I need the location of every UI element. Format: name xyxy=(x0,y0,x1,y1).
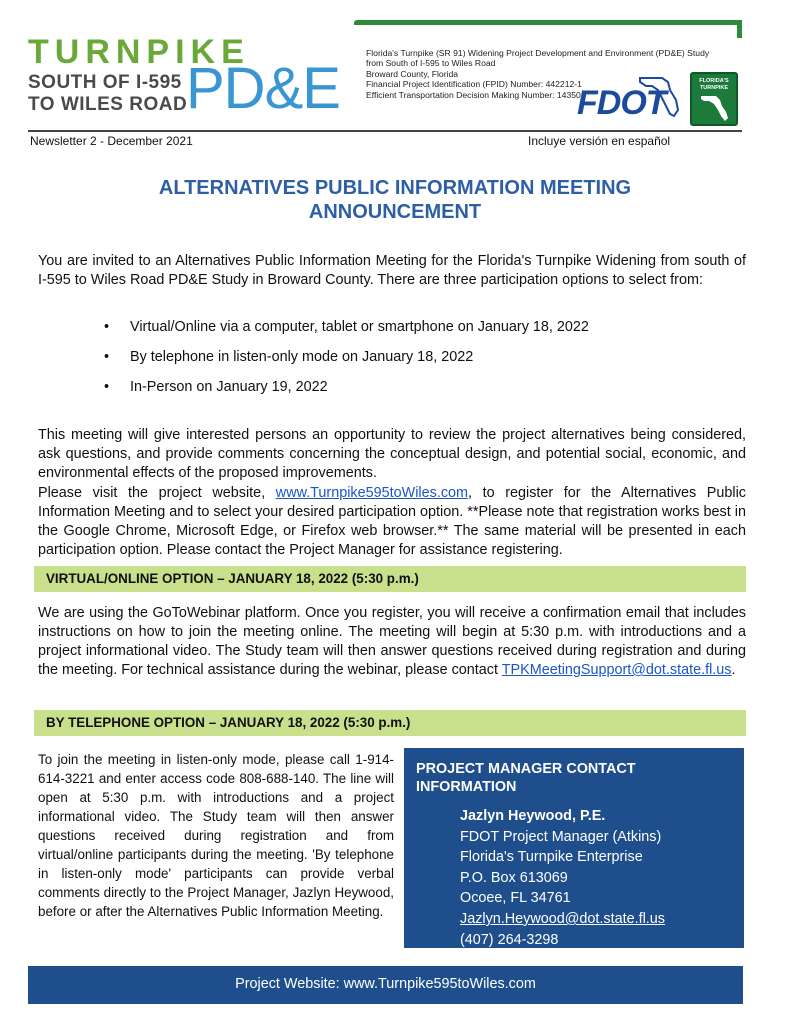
bullet-icon: • xyxy=(104,379,110,395)
spanish-version-note: Incluye versión en español xyxy=(528,134,671,148)
contact-po-box: P.O. Box 613069 xyxy=(460,869,568,886)
visit-text-after: , to register for the Alternatives Public Information Meeting and to select your desired participation option. **Please note that registration works best in the Google Chrome, Microsoft Edge, or Firefox web browser.** The same material will be presented in each participation option. Please contact the Project Manager for assistance registering. xyxy=(38,485,747,558)
contact-heading-line: INFORMATION xyxy=(416,779,517,795)
turnpike-florida-icon xyxy=(700,94,730,122)
project-info-line: Broward County, Florida xyxy=(366,68,459,79)
footer-website: Project Website: www.Turnpike595toWiles.com xyxy=(235,976,536,992)
support-email-link[interactable]: TPKMeetingSupport@dot.state.fl.us xyxy=(501,662,732,678)
contact-heading-line: PROJECT MANAGER CONTACT xyxy=(416,761,636,777)
virtual-option-paragraph xyxy=(38,604,746,680)
visit-paragraph xyxy=(38,484,746,560)
telephone-option-paragraph: To join the meeting in listen-only mode, please call 1-914-614-3221 and enter access code 808-688-140. The line will open at 5:30 p.m. with introductions and a project informational video. The Study team will then answer questions received during registration and from virtual/online participants during the meeting. 'By telephone in listen-only mode' participants can provide verbal comments directly to the Project Manager, Jazlyn Heywood, before or after the Alternatives Public Information Meeting. xyxy=(38,752,394,919)
header-green-rule xyxy=(354,20,742,25)
virtual-option-end: . xyxy=(731,662,736,678)
logo-south-text: SOUTH OF I-595 xyxy=(28,72,182,93)
logo-pde-text: PD&E xyxy=(186,56,340,121)
purpose-paragraph: This meeting will give interested persons an opportunity to review the project alternatives being considered, ask questions, and provide comments concerning the conceptual design, and potential social, economic, and environmental effects of the proposed improvements. xyxy=(38,427,746,481)
contact-name: Jazlyn Heywood, P.E. xyxy=(460,808,606,824)
fdot-logo-text: FDOT xyxy=(577,84,666,122)
logo-wiles-text: TO WILES ROAD xyxy=(28,94,188,115)
florida-turnpike-badge xyxy=(690,72,738,126)
contact-phone: (407) 264-3298 xyxy=(460,931,559,948)
turnpike-badge-text: FLORIDA'S TURNPIKE xyxy=(699,78,729,91)
list-item xyxy=(104,318,704,348)
virtual-option-heading: VIRTUAL/ONLINE OPTION – JANUARY 18, 2022 (5:30 p.m.) xyxy=(46,571,419,586)
intro-paragraph: You are invited to an Alternatives Public Information Meeting for the Florida's Turnpike Widening from south of I-595 to Wiles Road PD&E Study in Broward County. There are three participation options to select from: xyxy=(38,253,746,288)
logo-turnpike-text: TURNPIKE xyxy=(28,33,250,71)
page-title-line: ANNOUNCEMENT xyxy=(308,201,482,223)
contact-email-link[interactable]: Jazlyn.Heywood@dot.state.fl.us xyxy=(460,910,665,927)
project-info-line: Financial Project Identification (FPID) Number: 442212-1 xyxy=(366,79,582,90)
project-info-line: from South of I-595 to Wiles Road xyxy=(366,58,496,69)
project-manager-contact-box xyxy=(404,748,744,948)
telephone-option-heading-bar xyxy=(34,710,746,736)
header-green-rule-corner xyxy=(737,20,742,38)
header-divider xyxy=(28,130,742,132)
participation-options-list xyxy=(104,318,704,408)
bullet-icon: • xyxy=(104,319,110,335)
page-title-line: ALTERNATIVES PUBLIC INFORMATION MEETING xyxy=(158,177,632,199)
contact-heading xyxy=(416,760,636,796)
contact-organization: Florida's Turnpike Enterprise xyxy=(460,849,643,866)
list-item xyxy=(104,378,704,408)
option-text: Virtual/Online via a computer, tablet or smartphone on January 18, 2022 xyxy=(130,319,589,335)
florida-state-icon xyxy=(638,72,682,118)
virtual-option-text: We are using the GoToWebinar platform. Once you register, you will receive a confirmation email that includes instructions on how to join the meeting online. The meeting will begin at 5:30 p.m. with introductions and a project informational video. The Study team will then answer questions received during registration and during the meeting. For technical assistance during the webinar, please contact xyxy=(38,605,746,678)
project-info-line: Florida's Turnpike (SR 91) Widening Project Development and Environment (PD&E) Study xyxy=(366,48,710,58)
bullet-icon: • xyxy=(104,349,110,365)
footer-bar xyxy=(28,966,743,1004)
contact-role: FDOT Project Manager (Atkins) xyxy=(460,828,662,845)
option-text: In-Person on January 19, 2022 xyxy=(130,379,328,395)
project-info-line: Efficient Transportation Decision Making Number: 14350 xyxy=(366,89,581,100)
option-text: By telephone in listen-only mode on January 18, 2022 xyxy=(130,349,474,365)
telephone-option-heading: BY TELEPHONE OPTION – JANUARY 18, 2022 (5:30 p.m.) xyxy=(46,715,411,730)
contact-city: Ocoee, FL 34761 xyxy=(460,890,571,907)
virtual-option-heading-bar xyxy=(34,566,746,592)
list-item xyxy=(104,348,704,378)
contact-details xyxy=(460,806,665,950)
visit-text-before: Please visit the project website, xyxy=(38,485,276,501)
page-title xyxy=(60,176,730,224)
newsletter-issue: Newsletter 2 - December 2021 xyxy=(30,134,193,148)
project-website-link[interactable]: www.Turnpike595toWiles.com xyxy=(275,485,469,501)
